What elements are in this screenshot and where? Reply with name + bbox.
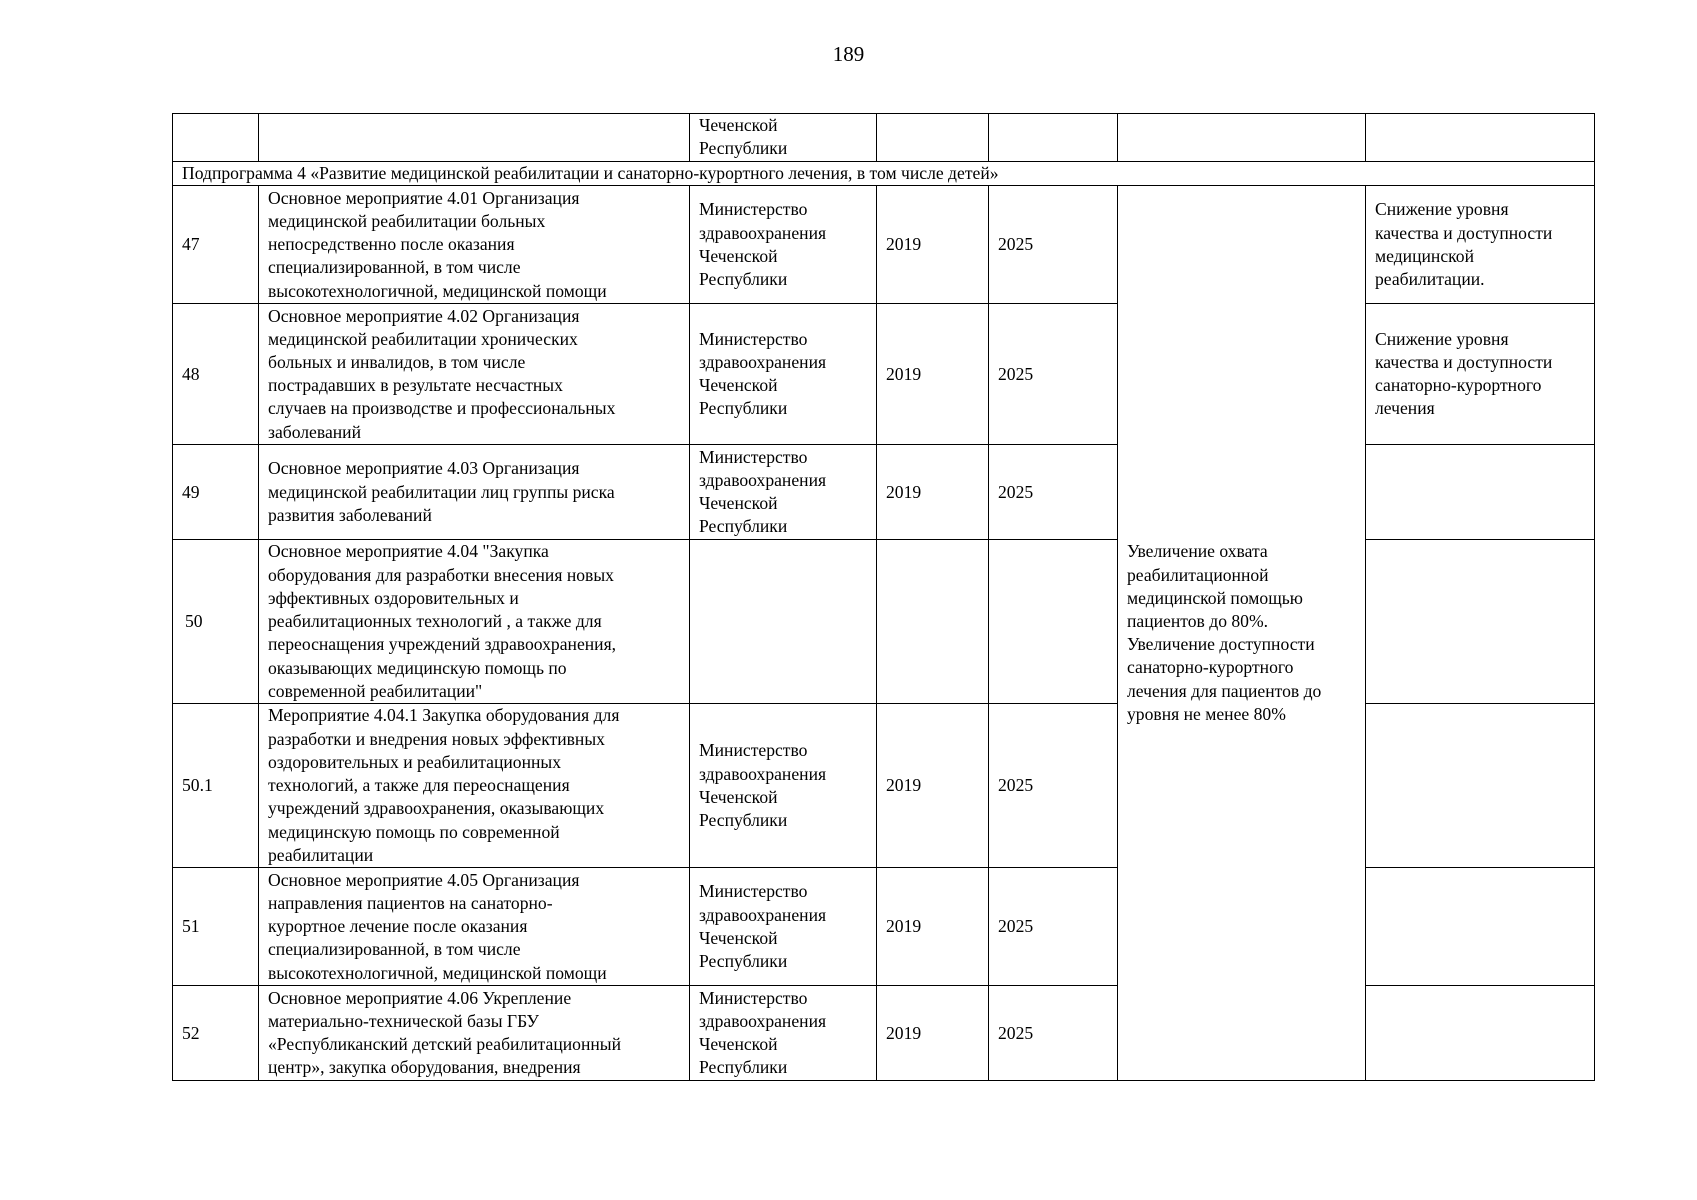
- end-year: 2025: [989, 304, 1118, 445]
- cell-line: оздоровительных и реабилитационных: [268, 751, 562, 772]
- table-row: [173, 540, 1595, 704]
- end-year: 2025: [989, 868, 1118, 986]
- consequence-cell: [1366, 445, 1595, 540]
- start-year: 2019: [877, 704, 989, 868]
- responsible-cell: [690, 868, 877, 986]
- end-year: 2025: [989, 445, 1118, 540]
- cell-line: медицинской: [1375, 245, 1474, 266]
- cell-line: Республики: [699, 268, 788, 289]
- table-row: [173, 986, 1595, 1081]
- cell-line: современной реабилитации": [268, 680, 483, 701]
- table-row: [173, 304, 1595, 445]
- cell-line: эффективных оздоровительных и: [268, 587, 519, 608]
- cell-line: Республики: [699, 950, 788, 971]
- cell-line: Министерство: [699, 199, 808, 220]
- cell-line: Чеченской: [699, 927, 778, 948]
- cell-line: переоснащения учреждений здравоохранения,: [268, 634, 617, 655]
- cell-line: санаторно-курортного: [1375, 375, 1542, 396]
- start-year: 2019: [877, 304, 989, 445]
- cell-line: здравоохранения: [699, 1011, 827, 1031]
- subprogram-row: [173, 162, 1595, 186]
- start-year: 2019: [877, 186, 989, 304]
- cell-line: уровня не менее 80%: [1127, 703, 1286, 724]
- cell-line: медицинской реабилитации больных: [268, 210, 546, 231]
- expected-result: [1118, 186, 1366, 1081]
- cell-line: Чеченской: [699, 1034, 778, 1055]
- cell-line: Республики: [699, 1057, 788, 1078]
- cell-line: Чеченской: [699, 375, 778, 396]
- cell-line: направления пациентов на санаторно-: [268, 892, 553, 913]
- cell-line: Министерство: [699, 881, 808, 902]
- responsible-cell: [690, 986, 877, 1081]
- cell-line: Министерство: [699, 987, 808, 1008]
- start-year: 2019: [877, 986, 989, 1081]
- activity-description: [259, 304, 690, 445]
- cell-line: здравоохранения: [699, 470, 827, 490]
- cell-line: реабилитационных технологий , а также для: [268, 611, 602, 632]
- activity-description: [259, 868, 690, 986]
- row-number: 48: [173, 304, 259, 445]
- cell-line: специализированной, в том числе: [268, 939, 521, 960]
- subprogram-title: Подпрограмма 4 «Развитие медицинской реабилитации и санаторно-курортного лечения, в том числе детей»: [173, 162, 1595, 186]
- cell-line: высокотехнологичной, медицинской помощи: [268, 962, 607, 983]
- cell-line: случаев на производстве и профессиональных: [268, 398, 616, 419]
- start-year: 2019: [877, 868, 989, 986]
- cell-line: медицинской реабилитации хронических: [268, 328, 578, 349]
- end-year: 2025: [989, 704, 1118, 868]
- row-number: 50: [173, 540, 259, 704]
- cell-line: Основное мероприятие 4.04 "Закупка: [268, 541, 549, 562]
- table-row: [173, 445, 1595, 540]
- table-row: [173, 704, 1595, 868]
- cell-line: больных и инвалидов, в том числе: [268, 352, 526, 372]
- cell-line: Республики: [699, 809, 788, 830]
- responsible-cell: [690, 704, 877, 868]
- responsible-cell: [690, 114, 877, 162]
- cell-line: лечения: [1375, 398, 1435, 419]
- cell-line: реабилитации: [268, 844, 374, 865]
- start-year: 2019: [877, 445, 989, 540]
- cell-line: непосредственно после оказания: [268, 234, 515, 255]
- cell-line: курортное лечение после оказания: [268, 916, 528, 937]
- table-cell: [1118, 114, 1366, 162]
- cell-line: оборудования для разработки внесения новых: [268, 564, 614, 585]
- responsible-cell: [690, 540, 877, 704]
- cell-line: Основное мероприятие 4.03 Организация: [268, 458, 580, 479]
- cell-line: здравоохранения: [699, 222, 827, 243]
- cell-line: Мероприятие 4.04.1 Закупка оборудования для: [268, 705, 620, 726]
- cell-line: санаторно-курортного: [1127, 657, 1294, 678]
- cell-line: оказывающих медицинскую помощь по: [268, 657, 567, 678]
- cell-line: развития заболеваний: [268, 504, 432, 525]
- consequence-cell: [1366, 868, 1595, 986]
- cell-line: центр», закупка оборудования, внедрения: [268, 1057, 581, 1078]
- cell-line: Республики: [699, 516, 788, 537]
- cell-line: лечения для пациентов до: [1127, 680, 1322, 701]
- cell-line: Республики: [699, 138, 788, 159]
- cell-line: учреждений здравоохранения, оказывающих: [268, 798, 605, 819]
- cell-line: медицинскую помощь по современной: [268, 821, 560, 842]
- cell-line: здравоохранения: [699, 904, 827, 925]
- table-row: [173, 868, 1595, 986]
- cell-line: качества и доступности: [1375, 222, 1553, 243]
- row-number: 50.1: [173, 704, 259, 868]
- table-row: [173, 186, 1595, 304]
- cell-line: пациентов до 80%.: [1127, 611, 1269, 631]
- cell-line: Основное мероприятие 4.06 Укрепление: [268, 987, 572, 1008]
- activity-description: [259, 445, 690, 540]
- cell-line: Основное мероприятие 4.02 Организация: [268, 305, 580, 326]
- cell-line: специализированной, в том числе: [268, 257, 521, 278]
- activity-description: [259, 186, 690, 304]
- row-number: 47: [173, 186, 259, 304]
- consequence-cell: [1366, 186, 1595, 304]
- cell-line: Республики: [699, 398, 788, 419]
- table-row: [173, 114, 1595, 162]
- activity-description: [259, 704, 690, 868]
- cell-line: Увеличение доступности: [1127, 634, 1315, 655]
- cell-line: Чеченской: [699, 786, 778, 807]
- cell-line: здравоохранения: [699, 763, 827, 784]
- cell-line: «Республиканский детский реабилитационный: [268, 1034, 622, 1055]
- cell-line: Основное мероприятие 4.01 Организация: [268, 187, 580, 208]
- responsible-cell: [690, 186, 877, 304]
- responsible-cell: [690, 445, 877, 540]
- cell-line: Министерство: [699, 328, 808, 349]
- cell-line: Увеличение охвата: [1127, 541, 1268, 562]
- consequence-cell: [1366, 986, 1595, 1081]
- start-year: [877, 540, 989, 704]
- activity-description: [259, 540, 690, 704]
- activities-table: [172, 113, 1595, 1081]
- table-cell: [1366, 114, 1595, 162]
- cell-line: медицинской помощью: [1127, 587, 1303, 608]
- end-year: 2025: [989, 186, 1118, 304]
- consequence-cell: [1366, 540, 1595, 704]
- cell-line: заболеваний: [268, 421, 361, 442]
- cell-line: качества и доступности: [1375, 352, 1553, 372]
- cell-line: реабилитационной: [1127, 564, 1269, 585]
- cell-line: Министерство: [699, 740, 808, 761]
- cell-line: Министерство: [699, 446, 808, 467]
- activity-description: [259, 986, 690, 1081]
- cell-line: медицинской реабилитации лиц группы риска: [268, 481, 615, 502]
- table-cell: [259, 114, 690, 162]
- responsible-cell: [690, 304, 877, 445]
- cell-line: реабилитации.: [1375, 268, 1485, 289]
- consequence-cell: [1366, 304, 1595, 445]
- cell-line: высокотехнологичной, медицинской помощи: [268, 280, 607, 301]
- row-number: 52: [173, 986, 259, 1081]
- cell-line: здравоохранения: [699, 352, 827, 372]
- cell-line: Чеченской: [699, 493, 778, 514]
- row-number: 49: [173, 445, 259, 540]
- table-cell: [989, 114, 1118, 162]
- cell-line: разработки и внедрения новых эффективных: [268, 728, 605, 749]
- consequence-cell: [1366, 704, 1595, 868]
- end-year: [989, 540, 1118, 704]
- table-cell: [173, 114, 259, 162]
- cell-line: Снижение уровня: [1375, 328, 1509, 349]
- cell-line: технологий, а также для переоснащения: [268, 775, 570, 796]
- end-year: 2025: [989, 986, 1118, 1081]
- cell-line: Чеченской: [699, 245, 778, 266]
- page-number: 189: [832, 42, 865, 66]
- cell-line: материально-технической базы ГБУ: [268, 1011, 540, 1031]
- table-cell: [877, 114, 989, 162]
- cell-line: Основное мероприятие 4.05 Организация: [268, 869, 580, 890]
- cell-line: пострадавших в результате несчастных: [268, 375, 563, 396]
- row-number: 51: [173, 868, 259, 986]
- cell-line: Снижение уровня: [1375, 199, 1509, 220]
- cell-line: Чеченской: [699, 115, 778, 135]
